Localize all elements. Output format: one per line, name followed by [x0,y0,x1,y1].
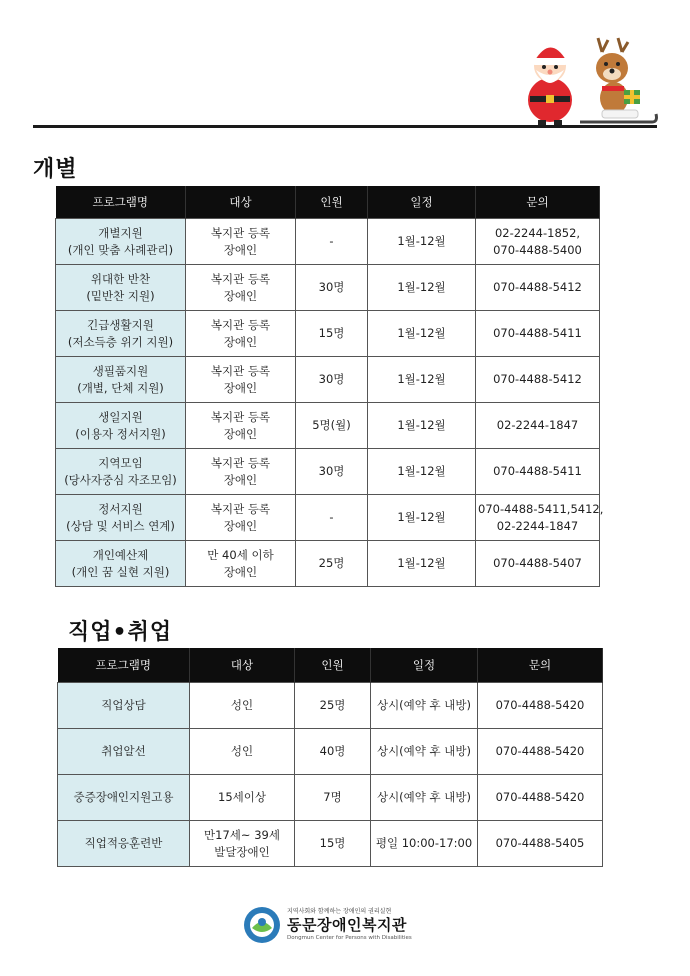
contact-line: 070-4488-5400 [493,242,582,257]
program-name-cell [56,449,186,495]
column-header: 문의 [478,648,603,683]
count-cell: 25명 [295,683,371,729]
contact-cell [476,357,600,403]
schedule-cell: 상시(예약 후 내방) [371,775,478,821]
target-line: 만 40세 이하 [207,547,274,562]
count-cell: 25명 [296,541,368,587]
target-cell [186,541,296,587]
contact-line: 02-2244-1852, [494,225,581,240]
count-cell: 30명 [296,357,368,403]
table-row [56,403,600,449]
program-name-line: (저소득층 위기 지원) [67,334,174,349]
column-header: 대상 [186,186,296,219]
column-header: 문의 [476,186,600,219]
table-row [56,219,600,265]
job-program-table [57,648,603,867]
schedule-cell: 1월-12월 [368,357,476,403]
program-name-cell [58,729,190,775]
table-header-row [56,186,600,219]
table-row [58,683,603,729]
program-name-cell [58,821,190,867]
schedule-cell: 1월-12월 [368,219,476,265]
contact-line: 070-4488-5407 [493,556,582,570]
section-title-job: 직업•취업 [68,620,173,645]
contact-cell [478,821,603,867]
program-name-line: (밑반찬 지원) [86,288,155,303]
target-line: 장애인 [223,564,258,579]
program-name-cell [56,357,186,403]
count-cell: 15명 [296,311,368,357]
target-line: 장애인 [223,472,258,487]
schedule-cell: 1월-12월 [368,495,476,541]
program-name-line: 취업알선 [101,744,146,758]
program-name-line: 개별지원 [98,225,143,240]
table-row [56,311,600,357]
program-name-line: 긴급생활지원 [87,317,154,332]
target-line: 장애인 [223,288,258,303]
contact-line: 070-4488-5420 [495,698,585,712]
dongmun-logo-icon [243,906,281,944]
contact-cell [476,403,600,449]
program-name-cell [56,219,186,265]
program-name-line: (개인 꿈 실현 지원) [71,564,170,579]
contact-cell [476,495,604,541]
column-header: 인원 [295,648,371,683]
program-name-cell [56,541,186,587]
contact-line: 070-4488-5412 [493,372,582,386]
contact-line: 02-2244-1847 [496,518,579,533]
count-cell: - [296,219,368,265]
schedule-cell: 1월-12월 [368,541,476,587]
contact-cell [478,775,603,821]
program-name-cell [58,775,190,821]
contact-line: 070-4488-5411,5412, [478,501,604,516]
target-line: 발달장애인 [214,844,270,859]
contact-cell [478,729,603,775]
program-name-line: 정서지원 [98,501,143,516]
program-name-line: 생일지원 [98,409,143,424]
target-cell [186,495,296,541]
target-cell [186,449,296,495]
target-line: 복지관 등록 [210,409,271,424]
target-line: 장애인 [223,334,258,349]
contact-line: 070-4488-5405 [495,836,585,850]
header-rule [33,125,657,128]
schedule-cell: 상시(예약 후 내방) [371,729,478,775]
column-header: 인원 [296,186,368,219]
count-cell: 30명 [296,265,368,311]
program-name-line: 지역모임 [98,455,143,470]
target-line: 성인 [230,698,254,712]
table-row [58,821,603,867]
program-name-cell [56,495,186,541]
contact-cell [476,265,600,311]
count-cell: 40명 [295,729,371,775]
contact-line: 070-4488-5411 [493,464,582,478]
count-cell: 15명 [295,821,371,867]
table-row [56,265,600,311]
program-name-cell [58,683,190,729]
target-cell [186,357,296,403]
table-row [56,541,600,587]
program-name-cell [56,311,186,357]
program-name-line: (개인 맞춤 사례관리) [67,242,174,257]
column-header: 일정 [368,186,476,219]
column-header: 프로그램명 [58,648,190,683]
target-line: 복지관 등록 [210,501,271,516]
schedule-cell: 1월-12월 [368,265,476,311]
target-line: 장애인 [223,426,258,441]
target-cell [190,821,295,867]
contact-cell [476,219,600,265]
count-cell: 5명(월) [296,403,368,449]
program-name-line: 중증장애인지원고용 [73,790,174,804]
schedule-cell: 상시(예약 후 내방) [371,683,478,729]
table-header-row [58,648,603,683]
contact-line: 070-4488-5412 [493,280,582,294]
table-row [56,495,600,541]
program-name-line: (이용자 정서지원) [75,426,166,441]
individual-program-table [55,186,604,587]
table-row [56,449,600,495]
target-line: 복지관 등록 [210,317,271,332]
target-line: 복지관 등록 [210,455,271,470]
count-cell: - [296,495,368,541]
contact-line: 070-4488-5411 [493,326,582,340]
santa-and-reindeer-icon [518,30,658,130]
footer-tagline: 지역사회와 함께하는 장애인의 권리실현 [287,908,392,915]
footer-org-english: Dongmun Center for Persons with Disabilities [287,935,412,941]
schedule-cell: 1월-12월 [368,449,476,495]
column-header: 대상 [190,648,295,683]
target-cell [186,219,296,265]
target-line: 장애인 [223,380,258,395]
target-cell [186,403,296,449]
program-name-cell [56,265,186,311]
contact-cell [476,449,600,495]
count-cell: 7명 [295,775,371,821]
target-line: 장애인 [223,242,258,257]
contact-line: 070-4488-5420 [495,790,585,804]
footer-brand [243,906,433,946]
program-name-line: 개인예산제 [92,547,149,562]
program-name-line: 생필품지원 [92,363,149,378]
program-name-line: 위대한 반찬 [90,271,151,286]
target-cell [190,683,295,729]
target-line: 15세이상 [218,790,266,804]
program-name-line: (당사자중심 자조모임) [64,472,177,487]
target-line: 장애인 [223,518,258,533]
program-name-line: 직업적응훈련반 [84,836,163,850]
table-row [58,729,603,775]
target-line: 복지관 등록 [210,271,271,286]
schedule-cell: 평일 10:00-17:00 [371,821,478,867]
program-name-line: 직업상담 [101,698,146,712]
footer-org-name: 동문장애인복지관 [287,916,407,934]
schedule-cell: 1월-12월 [368,403,476,449]
target-line: 복지관 등록 [210,363,271,378]
schedule-cell: 1월-12월 [368,311,476,357]
contact-cell [476,541,600,587]
contact-line: 02-2244-1847 [496,418,579,432]
target-cell [186,265,296,311]
column-header: 일정 [371,648,478,683]
program-name-cell [56,403,186,449]
target-cell [190,775,295,821]
table-row [56,357,600,403]
program-name-line: (개별, 단체 지원) [77,380,164,395]
column-header: 프로그램명 [56,186,186,219]
contact-line: 070-4488-5420 [495,744,585,758]
target-cell [186,311,296,357]
section-title-individual: 개별 [33,157,78,182]
target-cell [190,729,295,775]
program-name-line: (상담 및 서비스 연계) [66,518,175,533]
table-row [58,775,603,821]
contact-cell [476,311,600,357]
contact-cell [478,683,603,729]
target-line: 복지관 등록 [210,225,271,240]
target-line: 만17세~ 39세 [204,827,280,842]
target-line: 성인 [230,744,254,758]
count-cell: 30명 [296,449,368,495]
